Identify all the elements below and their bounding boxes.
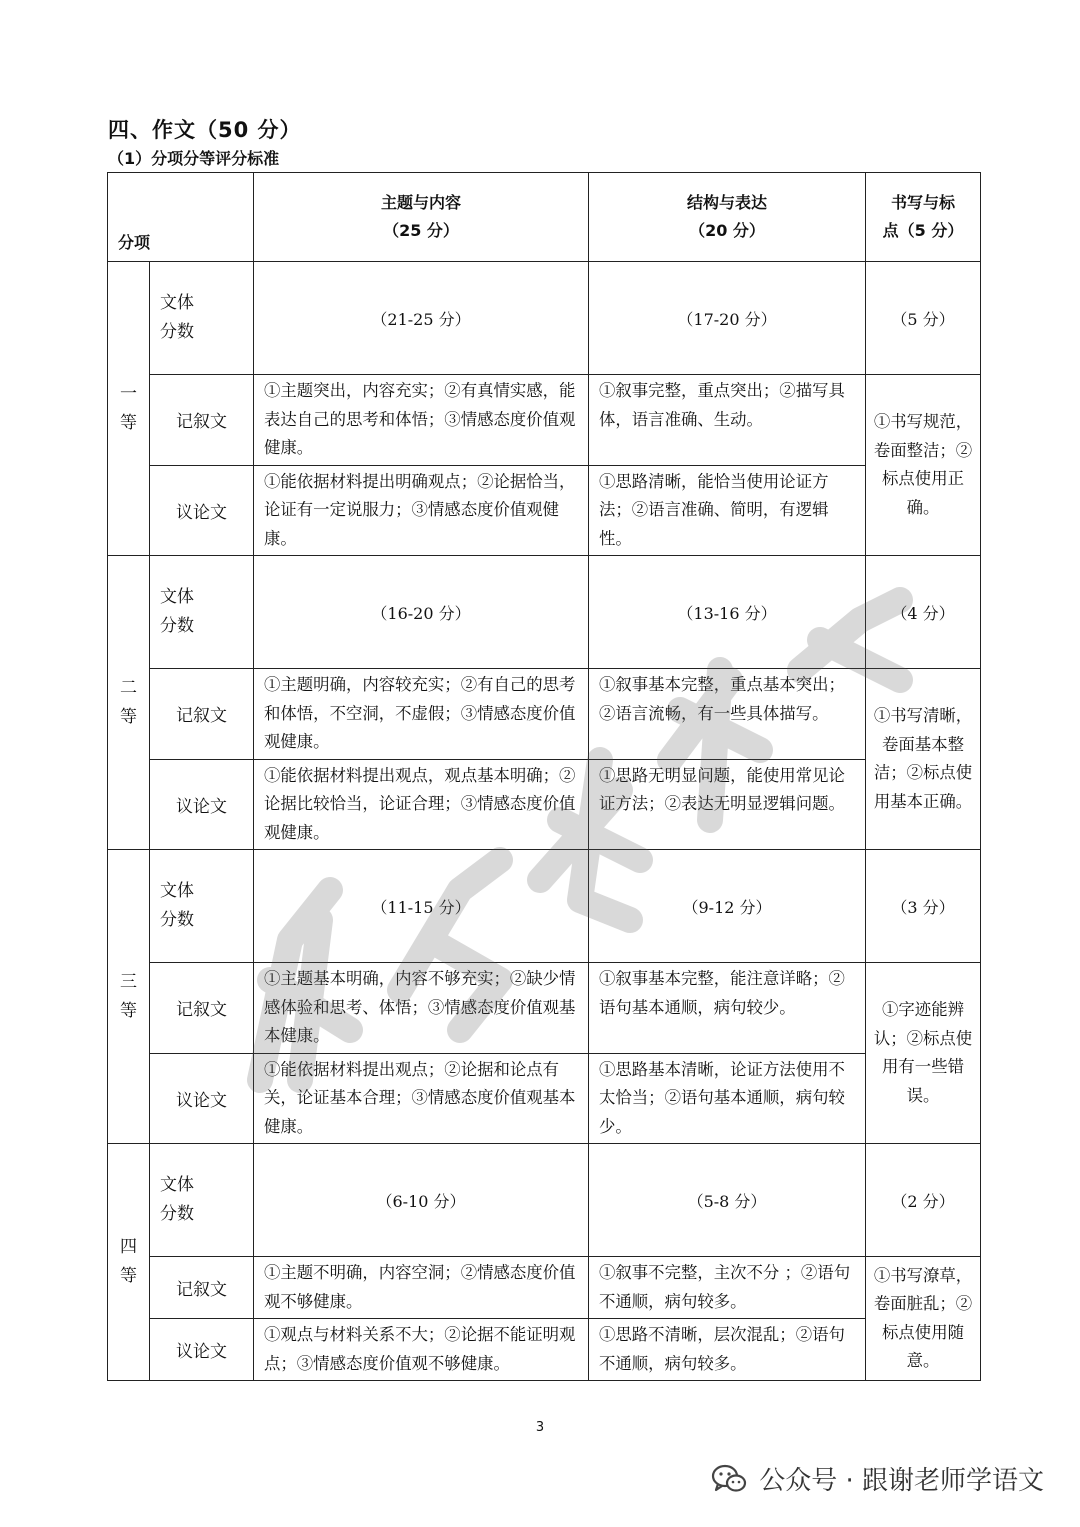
structure-score: （13-16 分）: [589, 556, 866, 669]
grade-argument-row: [108, 465, 981, 556]
structure-score: （17-20 分）: [589, 262, 866, 375]
header-structure-title: 结构与表达: [687, 193, 768, 212]
argument-label: 议论文: [150, 1319, 254, 1381]
structure-score: （5-8 分）: [589, 1144, 866, 1257]
grade-score-row: [108, 850, 981, 963]
grade-argument-row: [108, 1319, 981, 1381]
argument-content-criteria: ①能依据材料提出明确观点；②论据恰当， 论证有一定说服力；③情感态度价值观健康。: [254, 465, 589, 556]
header-writing: [866, 173, 981, 262]
grade-argument-row: [108, 1053, 981, 1144]
content-score: （21-25 分）: [254, 262, 589, 375]
narrative-structure-criteria: ①叙事基本完整，能注意详略；②语句基本通顺，病句较少。: [589, 963, 866, 1054]
argument-label: 议论文: [150, 465, 254, 556]
score-label: [150, 262, 254, 375]
header-corner: 分项: [108, 173, 254, 262]
writing-score: （3 分）: [866, 850, 981, 963]
narrative-content-criteria: ①主题基本明确，内容不够充实；②缺少情感体验和思考、体悟；③情感态度价值观基本健康。: [254, 963, 589, 1054]
argument-content-criteria: ①能依据材料提出观点，观点基本明确；②论据比较恰当，论证合理；③情感态度价值观健康。: [254, 759, 589, 850]
writing-criteria: ①书写清晰，卷面基本整洁；②标点使用基本正确。: [866, 669, 981, 850]
grade-narrative-row: [108, 1257, 981, 1319]
narrative-structure-criteria: ①叙事不完整，主次不分 ；②语句不通顺，病句较多。: [589, 1257, 866, 1319]
content-score: （6-10 分）: [254, 1144, 589, 1257]
header-content: [254, 173, 589, 262]
narrative-content-criteria: ①主题突出，内容充实；②有真情实感，能表达自己的思考和体悟；③情感态度价值观健康。: [254, 375, 589, 466]
grade-label-number: 二: [120, 677, 137, 698]
grade-score-row: [108, 556, 981, 669]
score-label: [150, 850, 254, 963]
grade-label: [108, 556, 150, 850]
grade-narrative-row: [108, 375, 981, 466]
writing-score: （4 分）: [866, 556, 981, 669]
header-content-score: （25 分）: [383, 221, 459, 240]
writing-criteria: ①书写规范，卷面整洁；②标点使用正确。: [866, 375, 981, 556]
header-content-title: 主题与内容: [381, 193, 462, 212]
grade-label-number: 三: [120, 971, 137, 992]
footer-text: 公众号 · 跟谢老师学语文: [759, 1466, 1044, 1496]
narrative-content-criteria: ①主题明确，内容较充实；②有自己的思考和体悟，不空洞，不虚假；③情感态度价值观健康。: [254, 669, 589, 760]
argument-structure-criteria: ①思路无明显问题，能使用常见论证方法；②表达无明显逻辑问题。: [589, 759, 866, 850]
grade-score-row: [108, 262, 981, 375]
score-label-line1: 文体: [160, 881, 194, 901]
writing-score: （5 分）: [866, 262, 981, 375]
header-writing-line1: 书写与标: [891, 193, 956, 212]
score-label-line2: 分数: [160, 910, 194, 930]
grade-score-row: [108, 1144, 981, 1257]
score-label: [150, 1144, 254, 1257]
grade-label-suffix: 等: [120, 412, 137, 433]
grade-narrative-row: [108, 963, 981, 1054]
grade-label-number: 一: [120, 383, 137, 404]
wechat-icon: [711, 1463, 747, 1495]
section-subtitle: （1）分项分等评分标准: [108, 149, 280, 168]
score-label-line1: 文体: [160, 587, 194, 607]
rubric-table: [107, 172, 981, 1381]
score-label: [150, 556, 254, 669]
argument-content-criteria: ①能依据材料提出观点；②论据和论点有关，论证基本合理；③情感态度价值观基本健康。: [254, 1053, 589, 1144]
grade-label-suffix: 等: [120, 1266, 137, 1286]
score-label-line2: 分数: [160, 616, 194, 636]
argument-label: 议论文: [150, 759, 254, 850]
header-structure-score: （20 分）: [689, 221, 765, 240]
grade-label-suffix: 等: [120, 1000, 137, 1021]
narrative-label: 记叙文: [150, 375, 254, 466]
narrative-content-criteria: ①主题不明确，内容空洞；②情感态度价值观不够健康。: [254, 1257, 589, 1319]
argument-content-criteria: ①观点与材料关系不大；②论据不能证明观点；③情感态度价值观不够健康。: [254, 1319, 589, 1381]
argument-structure-criteria: ①思路基本清晰，论证方法使用不太恰当；②语句基本通顺，病句较少。: [589, 1053, 866, 1144]
page-title: 四、作文（50 分）: [108, 118, 302, 142]
grade-label: [108, 850, 150, 1144]
argument-label: 议论文: [150, 1053, 254, 1144]
content-score: （11-15 分）: [254, 850, 589, 963]
score-label-line1: 文体: [160, 293, 194, 313]
argument-structure-criteria: ①思路不清晰，层次混乱；②语句不通顺，病句较多。: [589, 1319, 866, 1381]
narrative-label: 记叙文: [150, 1257, 254, 1319]
narrative-label: 记叙文: [150, 669, 254, 760]
grade-label: [108, 1144, 150, 1381]
grade-argument-row: [108, 759, 981, 850]
writing-criteria: ①字迹能辨认；②标点使用有一些错误。: [866, 963, 981, 1144]
argument-structure-criteria: ①思路清晰，能恰当使用论证方法；②语言准确、简明，有逻辑性。: [589, 465, 866, 556]
grade-label: [108, 262, 150, 556]
score-label-line1: 文体: [160, 1175, 194, 1195]
narrative-label: 记叙文: [150, 963, 254, 1054]
grade-narrative-row: [108, 669, 981, 760]
header-row: [108, 173, 981, 262]
grade-label-number: 四: [120, 1237, 137, 1257]
header-structure: [589, 173, 866, 262]
score-label-line2: 分数: [160, 1204, 194, 1224]
page-number: 3: [535, 1420, 545, 1435]
writing-score: （2 分）: [866, 1144, 981, 1257]
content-score: （16-20 分）: [254, 556, 589, 669]
writing-criteria: ①书写潦草，卷面脏乱；②标点使用随意。: [866, 1257, 981, 1381]
grade-label-suffix: 等: [120, 706, 137, 727]
narrative-structure-criteria: ①叙事基本完整，重点基本突出；②语言流畅，有一些具体描写。: [589, 669, 866, 760]
narrative-structure-criteria: ①叙事完整，重点突出；②描写具体，语言准确、生动。: [589, 375, 866, 466]
score-label-line2: 分数: [160, 322, 194, 342]
structure-score: （9-12 分）: [589, 850, 866, 963]
footer-account: [711, 1460, 1044, 1497]
header-writing-line2: 点（5 分）: [882, 221, 964, 240]
